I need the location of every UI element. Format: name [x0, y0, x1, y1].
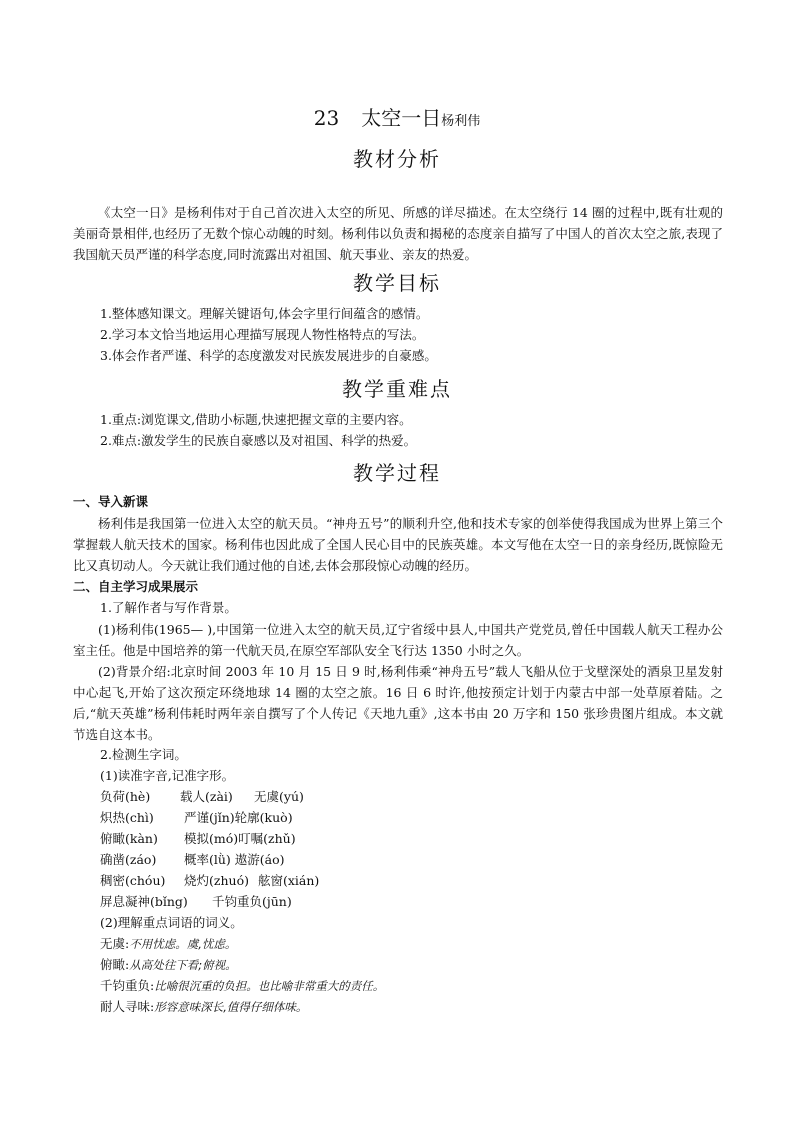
key-point-item: 1.重点:浏览课文,借助小标题,快速把握文章的主要内容。: [100, 412, 412, 427]
definition-term: 无虞:: [100, 936, 130, 951]
definition-explanation: 不用忧虑。虞,忧虑。: [129, 937, 237, 951]
section-heading-process: 教学过程: [353, 461, 441, 485]
goal-item: 2.学习本文恰当地运用心理描写展现人物性格特点的写法。: [100, 327, 425, 342]
pinyin-row: [100, 787, 730, 807]
process-item1: 1.了解作者与写作背景。: [100, 600, 237, 615]
definition-item: [100, 997, 730, 1017]
goal-item: 1.整体感知课文。理解关键语句,体会字里行间蕴含的感情。: [100, 306, 429, 321]
section-heading-goals: 教学目标: [353, 271, 441, 295]
sub-item-pronunciation: (1)读准字音,记准字形。: [100, 768, 235, 783]
key-point-item: 2.难点:激发学生的民族自豪感以及对祖国、科学的热爱。: [100, 433, 417, 448]
process-item2: 2.检测生字词。: [100, 747, 187, 762]
pinyin-word: 屏息凝神(bǐng): [100, 894, 188, 909]
pinyin-word: 稠密(chóu): [100, 873, 166, 888]
definition-item: [100, 976, 730, 996]
author-background: (1)杨利伟(1965— ),中国第一位进入太空的航天员,辽宁省绥中县人,中国共产党党员,曾任中国载人航天工程办公室主任。他是中国培养的第一代航天员,在原空军部队安全飞行达 1350 小时之久。: [73, 622, 723, 658]
analysis-paragraph: 《太空一日》是杨利伟对于自己首次进入太空的所见、所感的详尽描述。在太空绕行 14 圈的过程中,既有壮观的美丽奇景相伴,也经历了无数个惊心动魄的时刻。杨利伟以负责和揭秘的态度亲自描写了中国人的首次太空之旅,表现了我国航天员严谨的科学态度,同时流露出对祖国、航天事业、亲友的热爱。: [73, 205, 723, 262]
pinyin-word: 俯瞰(kàn): [100, 831, 158, 846]
pinyin-row: [100, 808, 730, 828]
definition-term: 俯瞰:: [100, 957, 130, 972]
pinyin-word: 严谨(jǐn)轮廓(kuò): [184, 810, 293, 825]
process-part1-title: 一、导入新课: [73, 494, 149, 509]
section-heading-key-points: 教学重难点: [342, 377, 452, 401]
process-part2-title: 二、自主学习成果展示: [73, 579, 199, 594]
page-title: [0, 105, 794, 135]
section-heading-analysis: 教材分析: [353, 147, 441, 171]
definition-term: 耐人寻味:: [100, 999, 155, 1014]
lesson-title: 太空一日: [361, 106, 442, 130]
pinyin-word: 烧灼(zhuó): [184, 873, 249, 888]
definition-item: [100, 955, 730, 975]
author-name: 杨利伟: [441, 114, 481, 129]
pinyin-word: 概率(lǜ) 遨游(áo): [184, 852, 285, 867]
definition-term: 千钧重负:: [100, 978, 155, 993]
pinyin-word: 负荷(hè): [100, 789, 151, 804]
pinyin-row: [100, 829, 730, 849]
pinyin-row: [100, 892, 730, 912]
pinyin-word: 千钧重负(jūn): [212, 894, 292, 909]
definition-explanation: 形容意味深长,值得仔细体味。: [154, 1000, 308, 1014]
lesson-number: 23: [313, 106, 340, 130]
pinyin-word: 确凿(záo): [100, 852, 157, 867]
definition-explanation: 比喻很沉重的负担。也比喻非常重大的责任。: [154, 979, 385, 993]
process-part1-text: 杨利伟是我国第一位进入太空的航天员。“神舟五号”的顺利升空,他和技术专家的创举使得我国成为世界上第三个掌握载人航天技术的国家。杨利伟也因此成了全国人民心目中的民族英雄。本文写他在太空一日的亲身经历,既惊险无比又真切动人。今天就让我们通过他的自述,去体会那段惊心动魄的经历。: [73, 516, 723, 573]
definition-item: [100, 934, 730, 954]
definition-explanation: 从高处往下看;俯视。: [129, 958, 237, 972]
goal-item: 3.体会作者严谨、科学的态度激发对民族发展进步的自豪感。: [100, 348, 437, 363]
pinyin-word: 舷窗(xián): [258, 873, 320, 888]
pinyin-row: [100, 850, 730, 870]
pinyin-word: 模拟(mó)叮嘱(zhǔ): [184, 831, 296, 846]
pinyin-word: 无虞(yú): [254, 789, 304, 804]
pinyin-row: [100, 871, 730, 891]
pinyin-word: 炽热(chì): [100, 810, 154, 825]
writing-background: (2)背景介绍:北京时间 2003 年 10 月 15 日 9 时,杨利伟乘“神舟五号”载人飞船从位于戈壁深处的酒泉卫星发射中心起飞,开始了这次预定环绕地球 14 圈的太空之旅。16 日 6 时许,他按预定计划于内蒙古中部一处草原着陆。之后,“航天英雄”杨利伟耗时两年亲自撰写了个人传记《天地九重》,这本书由 20 万字和 150 张珍贵图片组成。本文就节选自这本书。: [73, 664, 723, 742]
pinyin-word: 载人(zài): [180, 789, 233, 804]
sub-item-meaning: (2)理解重点词语的词义。: [100, 915, 243, 930]
